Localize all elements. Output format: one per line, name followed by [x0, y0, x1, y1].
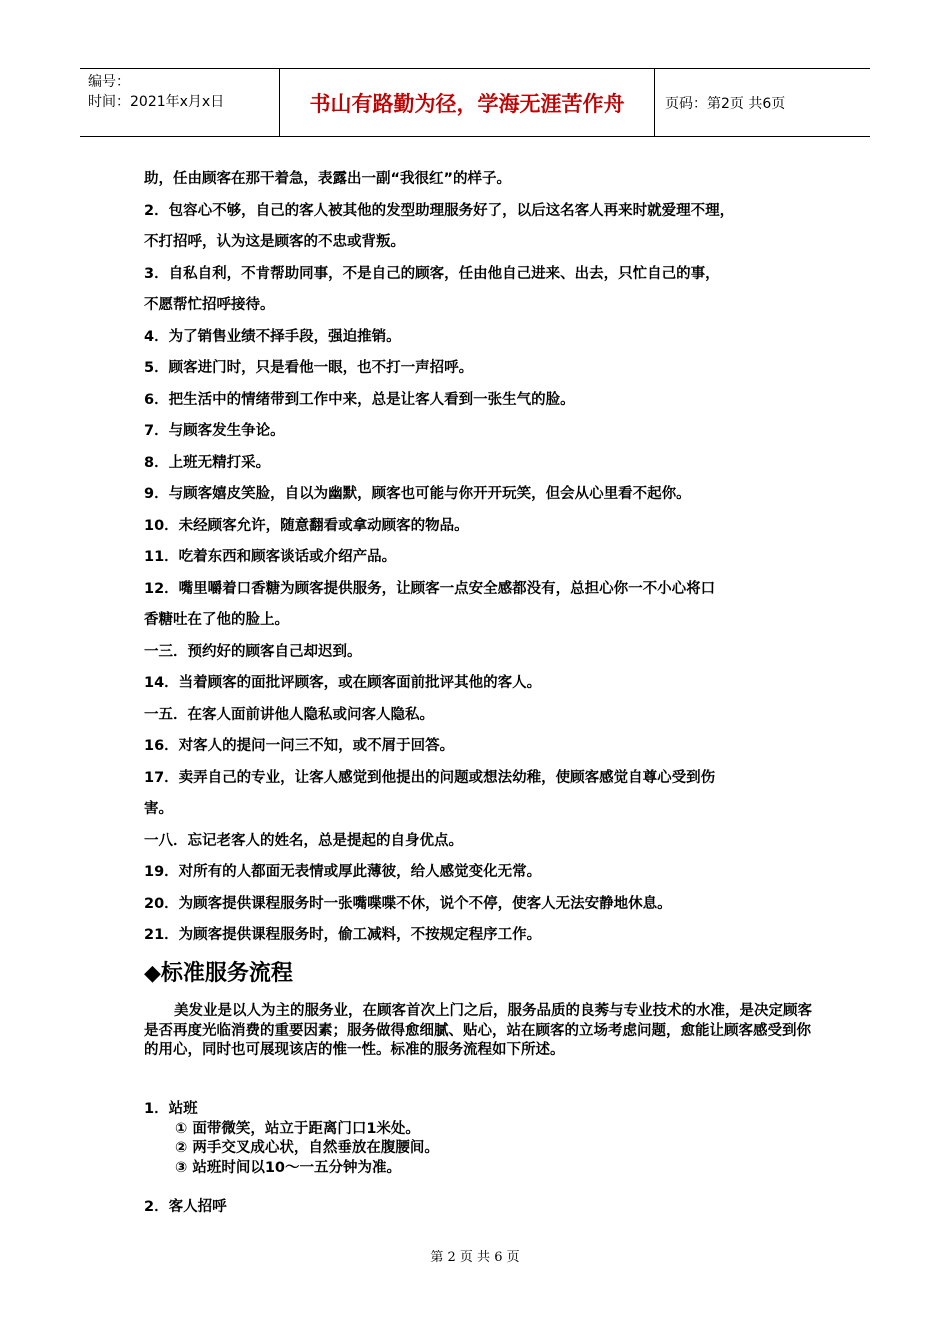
list-line: 2．包容心不够，自己的客人被其他的发型助理服务好了，以后这名客人再来时就爱理不理， — [144, 202, 735, 219]
list-line: 不打招呼，认为这是顾客的不忠或背叛。 — [144, 234, 405, 250]
list-line: 16．对客人的提问一问三不知，或不屑于回答。 — [144, 738, 455, 754]
list-line: 17．卖弄自己的专业，让客人感觉到他提出的问题或想法幼稚，使顾客感觉自尊心受到伤 — [144, 769, 716, 786]
list-line: 一三．预约好的顾客自己却迟到。 — [144, 643, 362, 660]
list-line: 5．顾客进门时，只是看他一眼，也不打一声招呼。 — [144, 360, 474, 376]
step-item: ② 两手交叉成心状，自然垂放在腹腰间。 — [175, 1140, 439, 1156]
section-intro: 美发业是以人为主的服务业，在顾客首次上门之后，服务品质的良莠与专业技术的水准，是决定顾客是否再度光临消费的重要因素；服务做得愈细腻、贴心，站在顾客的立场考虑问题，愈能让顾客感受到你的用心，同时也可展现该店的惟一性。标准的服务流程如下所述。 — [144, 1003, 812, 1058]
list-line: 11．吃着东西和顾客谈话或介绍产品。 — [144, 549, 397, 565]
service-steps — [144, 1100, 804, 1218]
list-line: 助，任由顾客在那干着急，表露出一副“我很红”的样子。 — [144, 171, 512, 187]
step-item: ① 面带微笑，站立于距离门口1米处。 — [175, 1120, 420, 1137]
list-line: 害。 — [144, 801, 173, 817]
list-line: 9．与顾客嬉皮笑脸，自以为幽默，顾客也可能与你开开玩笑，但会从心里看不起你。 — [144, 486, 691, 502]
list-line: 8．上班无精打采。 — [144, 454, 271, 471]
step-item: ③ 站班时间以10～一五分钟为准。 — [175, 1159, 402, 1176]
document-number-label: 编号： — [88, 74, 130, 90]
step-title: 2．客人招呼 — [144, 1199, 227, 1215]
step-title: 1．站班 — [144, 1101, 198, 1117]
list-line: 21．为顾客提供课程服务时，偷工减料，不按规定程序工作。 — [144, 927, 542, 943]
section-title: ◆标准服务流程 — [144, 961, 293, 986]
list-line: 7．与顾客发生争论。 — [144, 423, 285, 439]
page-footer: 第 2 页 共 6 页 — [430, 1250, 520, 1265]
bad-behaviors-list — [144, 164, 824, 952]
list-line: 一八．忘记老客人的姓名，总是提起的自身优点。 — [144, 832, 463, 849]
list-line: 12．嘴里嚼着口香糖为顾客提供服务，让顾客一点安全感都没有，总担心你一不小心将口 — [144, 580, 716, 597]
list-line: 一五．在客人面前讲他人隐私或问客人隐私。 — [144, 706, 434, 723]
list-line: 6．把生活中的情绪带到工作中来，总是让客人看到一张生气的脸。 — [144, 391, 575, 408]
header-motto: 书山有路勤为径，学海无涯苦作舟 — [280, 69, 655, 136]
list-line: 4．为了销售业绩不择手段，强迫推销。 — [144, 328, 401, 345]
header-meta — [80, 69, 280, 136]
list-line: 20．为顾客提供课程服务时一张嘴喋喋不休，说个不停，使客人无法安静地休息。 — [144, 895, 672, 912]
list-line: 不愿帮忙招呼接待。 — [144, 297, 275, 313]
page-header — [80, 68, 870, 137]
document-date: 时间：2021年x月x日 — [88, 94, 225, 110]
list-line: 香糖吐在了他的脸上。 — [144, 612, 289, 628]
list-line: 3．自私自利，不肯帮助同事，不是自己的顾客，任由他自己进来、出去，只忙自己的事， — [144, 265, 720, 282]
header-page-info: 页码：第2页 共6页 — [665, 95, 786, 112]
list-line: 14．当着顾客的面批评顾客，或在顾客面前批评其他的客人。 — [144, 675, 542, 691]
list-line: 10．未经顾客允许，随意翻看或拿动顾客的物品。 — [144, 517, 469, 534]
list-line: 19．对所有的人都面无表情或厚此薄彼，给人感觉变化无常。 — [144, 864, 542, 880]
step-spacer — [144, 1178, 804, 1198]
